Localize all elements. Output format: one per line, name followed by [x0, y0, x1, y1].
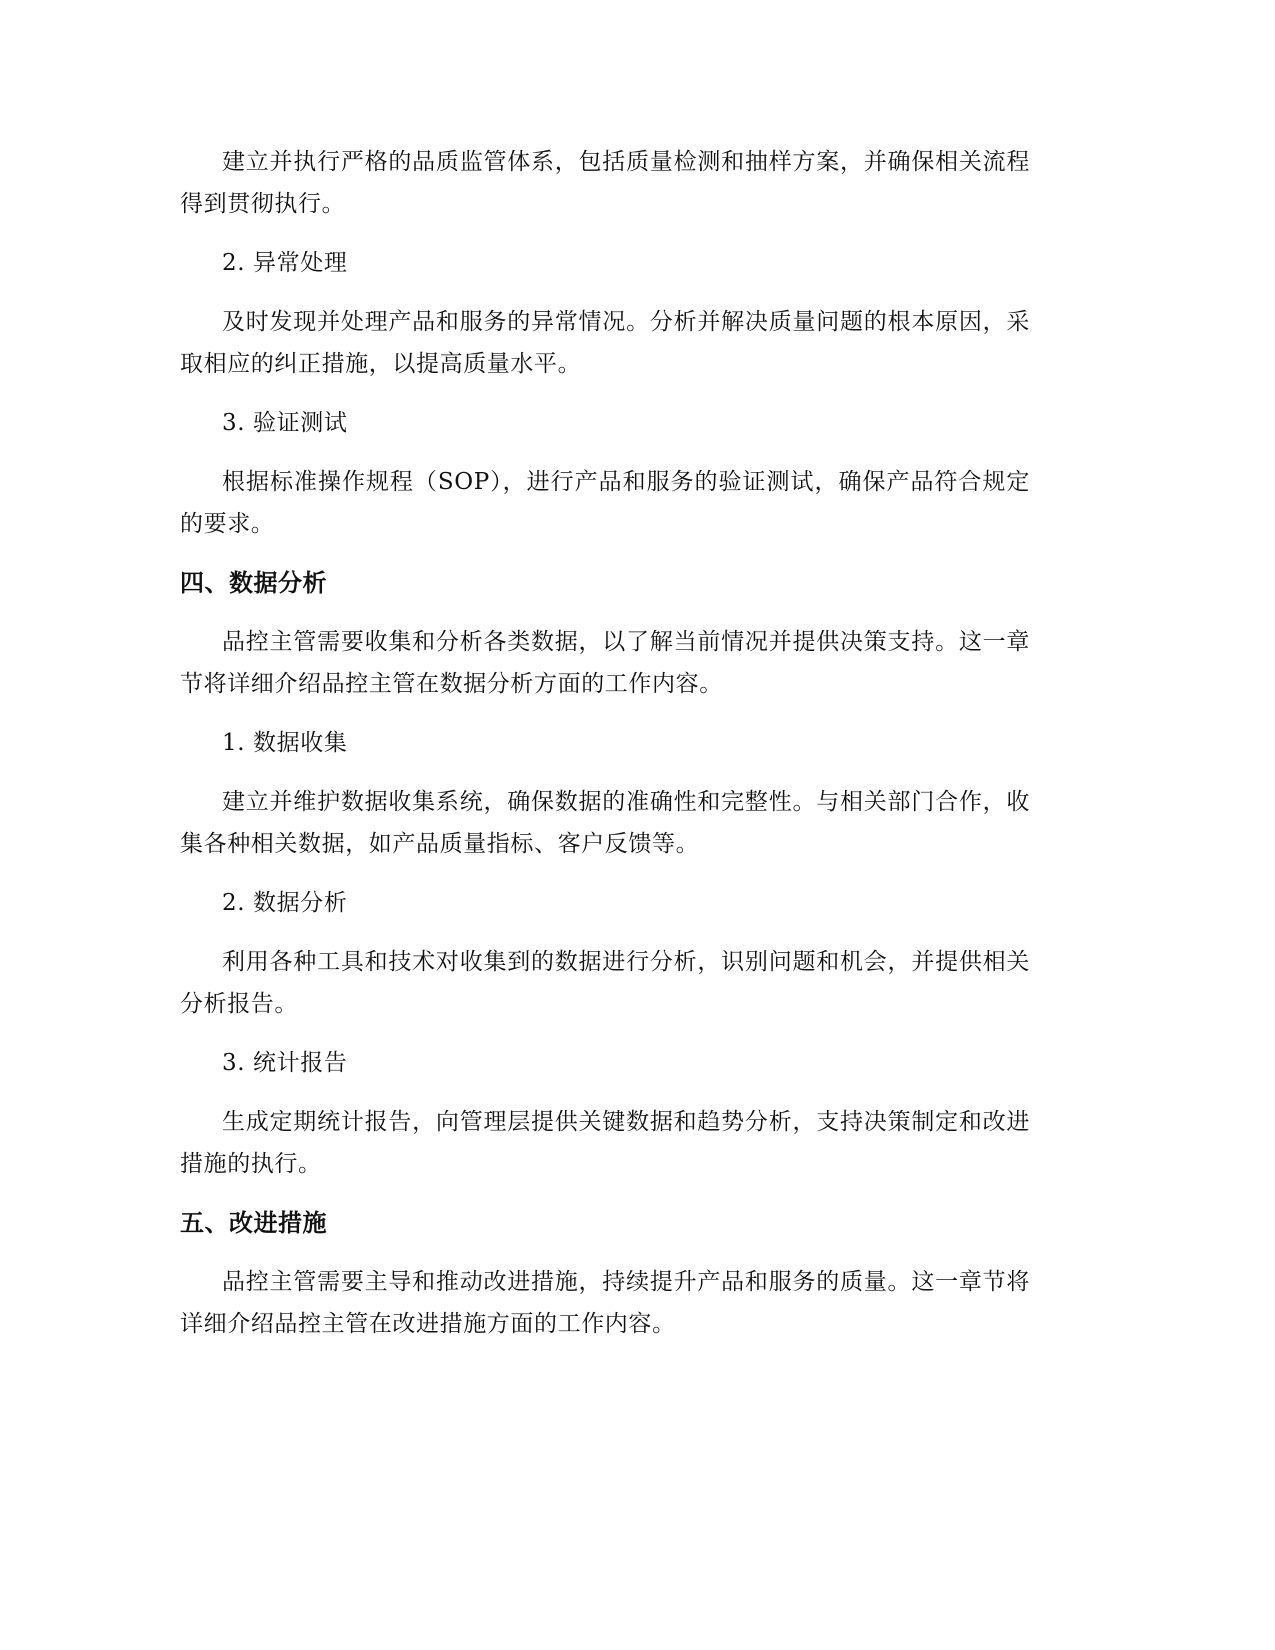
paragraph-improvement-intro: 品控主管需要主导和推动改进措施，持续提升产品和服务的质量。这一章节将详细介绍品控主管在改进措施方面的工作内容。: [180, 1269, 1030, 1337]
section-heading-improvement-measures: 五、改进措施: [180, 1209, 327, 1237]
document-body: [180, 141, 1030, 1362]
paragraph-exception-handling: 及时发现并处理产品和服务的异常情况。分析并解决质量问题的根本原因，采取相应的纠正措施，以提高质量水平。: [180, 309, 1030, 377]
section-heading-data-analysis: 四、数据分析: [180, 569, 327, 597]
paragraph-verification-testing: 根据标准操作规程（SOP），进行产品和服务的验证测试，确保产品符合规定的要求。: [180, 469, 1030, 537]
paragraph-quality-supervision: 建立并执行严格的品质监管体系，包括质量检测和抽样方案，并确保相关流程得到贯彻执行。: [180, 149, 1030, 217]
subheading-data-analysis: 2. 数据分析: [222, 890, 348, 916]
paragraph-data-analysis-intro: 品控主管需要收集和分析各类数据，以了解当前情况并提供决策支持。这一章节将详细介绍品控主管在数据分析方面的工作内容。: [180, 629, 1030, 697]
subheading-statistical-report: 3. 统计报告: [222, 1050, 348, 1076]
paragraph-data-collection: 建立并维护数据收集系统，确保数据的准确性和完整性。与相关部门合作，收集各种相关数据，如产品质量指标、客户反馈等。: [180, 789, 1030, 857]
paragraph-statistical-report: 生成定期统计报告，向管理层提供关键数据和趋势分析，支持决策制定和改进措施的执行。: [180, 1109, 1030, 1177]
subheading-exception-handling: 2. 异常处理: [222, 250, 348, 276]
subheading-data-collection: 1. 数据收集: [222, 730, 348, 756]
paragraph-data-analysis: 利用各种工具和技术对收集到的数据进行分析，识别问题和机会，并提供相关分析报告。: [180, 949, 1030, 1017]
subheading-verification-testing: 3. 验证测试: [222, 410, 348, 436]
